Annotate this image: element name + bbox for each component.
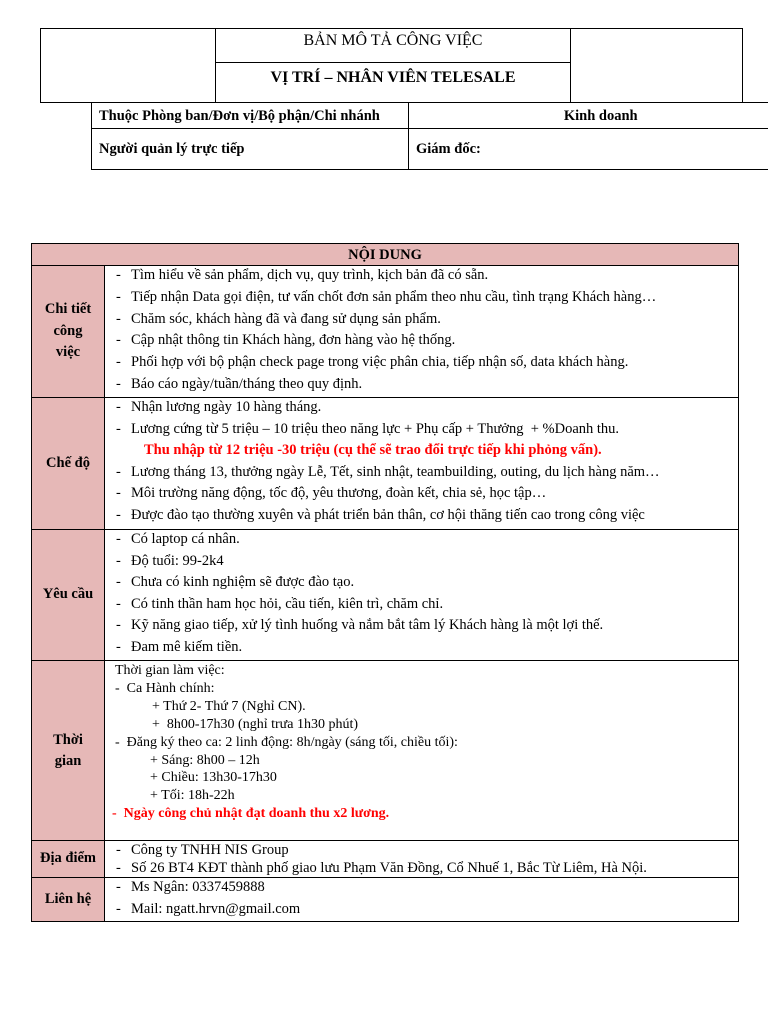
working-hours-content xyxy=(105,661,739,841)
list-item: - Công ty TNHH NIS Group xyxy=(105,841,738,859)
list-item: - Độ tuổi: 99-2k4 xyxy=(105,551,738,573)
requirements-row xyxy=(32,530,739,661)
section-label-requirements xyxy=(32,530,105,661)
label-line: Yêu cầu xyxy=(42,586,94,603)
contact-content xyxy=(105,878,739,922)
job-details-content xyxy=(105,266,739,398)
location-content xyxy=(105,841,739,878)
list-item: - Được đào tạo thường xuyên và phát triển bản thân, cơ hội thăng tiến cao trong công việc xyxy=(105,505,738,527)
list-item: - Phối hợp với bộ phận check page trong việc phân chia, tiếp nhận số, data khách hàng. xyxy=(105,352,738,374)
working-hours-line: + 8h00-17h30 (nghỉ trưa 1h30 phút) xyxy=(152,716,359,732)
working-hours-list xyxy=(105,662,738,823)
working-hours-line: Thời gian làm việc: xyxy=(115,663,225,678)
header-table xyxy=(40,28,743,103)
label-line: Thời xyxy=(53,731,83,748)
section-label-benefits xyxy=(32,398,105,530)
position-title: VỊ TRÍ – NHÂN VIÊN TELESALE xyxy=(216,63,571,103)
list-item: - Chưa có kinh nghiệm sẽ được đào tạo. xyxy=(105,572,738,594)
list-item: - Ms Ngân: 0337459888 xyxy=(105,878,738,899)
info-table xyxy=(91,102,768,170)
list-item: - Tìm hiểu về sản phẩm, dịch vụ, quy trình, kịch bản đã có sẵn. xyxy=(105,266,738,287)
list-item: - Chăm sóc, khách hàng đã và đang sử dụng sản phẩm. xyxy=(105,309,738,331)
list-item: - Có laptop cá nhân. xyxy=(105,530,738,551)
label-line: Liên hệ xyxy=(44,890,92,907)
list-item: - Lương tháng 13, thưởng ngày Lễ, Tết, sinh nhật, teambuilding, outing, du lịch hàng năm… xyxy=(105,462,738,484)
working-hours-row xyxy=(32,661,739,841)
location-list xyxy=(105,841,738,877)
header-right-cell xyxy=(571,29,743,103)
section-label-job-details xyxy=(32,266,105,398)
working-hours-line: + Tối: 18h-22h xyxy=(150,788,235,804)
sunday-bonus-highlight: - Ngày công chủ nhật đạt doanh thu x2 lương. xyxy=(112,806,390,822)
list-item: - Đam mê kiếm tiền. xyxy=(105,637,738,659)
contact-row xyxy=(32,878,739,922)
benefits-content xyxy=(105,398,739,530)
list-item: - Nhận lương ngày 10 hàng tháng. xyxy=(105,398,738,419)
income-highlight: Thu nhập từ 12 triệu -30 triệu (cụ thể sẽ trao đổi trực tiếp khi phỏng vấn). xyxy=(144,442,602,459)
manager-value: Giám đốc: xyxy=(409,129,768,170)
working-hours-line: - Ca Hành chính: xyxy=(115,680,215,696)
working-hours-line: + Chiều: 13h30-17h30 xyxy=(150,770,277,786)
list-item: - Cập nhật thông tin Khách hàng, đơn hàng vào hệ thống. xyxy=(105,330,738,352)
job-details-row xyxy=(32,266,739,398)
label-line: việc xyxy=(55,344,81,361)
list-item: - Lương cứng từ 5 triệu – 10 triệu theo năng lực + Phụ cấp + Thưởng + %Doanh thu. xyxy=(105,419,738,441)
label-line: công xyxy=(53,322,83,339)
requirements-list xyxy=(105,530,738,659)
document-title: BẢN MÔ TẢ CÔNG VIỆC xyxy=(216,29,571,63)
department-value: Kinh doanh xyxy=(409,103,768,129)
location-row xyxy=(32,841,739,878)
manager-label: Người quản lý trực tiếp xyxy=(92,129,409,170)
section-label-working-hours xyxy=(32,661,105,841)
manager-row xyxy=(92,129,768,170)
content-heading-row xyxy=(32,244,739,266)
content-table xyxy=(31,243,739,922)
label-line: Địa điểm xyxy=(40,850,96,867)
header-left-cell xyxy=(41,29,216,103)
contact-list xyxy=(105,878,738,921)
requirements-content xyxy=(105,530,739,661)
list-item: - Số 26 BT4 KĐT thành phố giao lưu Phạm Văn Đồng, Cổ Nhuế 1, Bắc Từ Liêm, Hà Nội. xyxy=(105,859,738,877)
working-hours-line: - Đăng ký theo ca: 2 linh động: 8h/ngày (sáng tối, chiều tối): xyxy=(115,734,458,750)
job-details-list xyxy=(105,266,738,396)
department-row xyxy=(92,103,768,129)
content-heading: NỘI DUNG xyxy=(32,244,739,266)
label-line: Chế độ xyxy=(46,454,90,471)
section-label-location xyxy=(32,841,105,878)
benefits-row xyxy=(32,398,739,530)
working-hours-line: + Thứ 2- Thứ 7 (Nghỉ CN). xyxy=(152,698,306,714)
section-label-contact xyxy=(32,878,105,922)
list-item: - Môi trường năng động, tốc độ, yêu thương, đoàn kết, chia sẻ, học tập… xyxy=(105,483,738,505)
label-line: gian xyxy=(54,752,82,769)
list-item: - Báo cáo ngày/tuần/tháng theo quy định. xyxy=(105,374,738,396)
list-item: - Kỹ năng giao tiếp, xử lý tình huống và nắm bắt tâm lý Khách hàng là một lợi thế. xyxy=(105,615,738,637)
list-item: - Tiếp nhận Data gọi điện, tư vấn chốt đơn sản phẩm theo nhu cầu, tình trạng Khách hàng… xyxy=(105,287,738,309)
list-item: - Có tinh thần ham học hỏi, cầu tiến, kiên trì, chăm chỉ. xyxy=(105,594,738,616)
list-item: - Mail: ngatt.hrvn@gmail.com xyxy=(105,899,738,921)
benefits-list xyxy=(105,398,738,527)
working-hours-line: + Sáng: 8h00 – 12h xyxy=(150,752,260,768)
label-line: Chi tiết xyxy=(44,301,92,318)
department-label: Thuộc Phòng ban/Đơn vị/Bộ phận/Chi nhánh xyxy=(92,103,409,129)
